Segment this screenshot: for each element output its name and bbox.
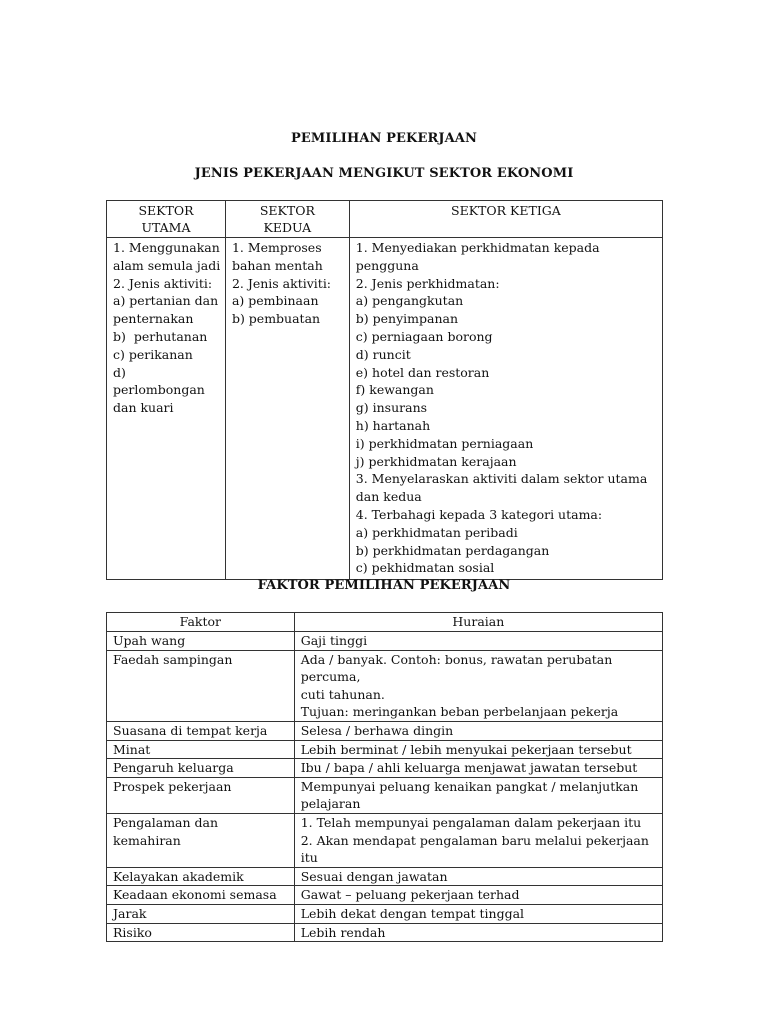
sector-table-header-row: [107, 201, 663, 238]
factor-name-cell: Faedah sampingan: [107, 650, 295, 721]
factor-description-line: Lebih rendah: [300, 924, 386, 940]
cell-sektor-ketiga: [349, 238, 662, 580]
factor-name-cell: Risiko: [107, 923, 295, 942]
sector-ketiga-line: dan kedua: [355, 489, 422, 505]
sector-ketiga-line: b) penyimpanan: [355, 311, 459, 327]
header-sektor-kedua: SEKTOR KEDUA: [225, 201, 349, 238]
section-title-factor: FAKTOR PEMILIHAN PEKERJAAN: [257, 578, 511, 593]
factor-row: [107, 721, 663, 740]
sector-ketiga-line: a) pengangkutan: [355, 293, 464, 309]
section-title-sector: JENIS PEKERJAAN MENGIKUT SEKTOR EKONOMI: [194, 166, 574, 181]
factor-name-cell: Prospek pekerjaan: [107, 777, 295, 813]
factor-name-cell: Keadaan ekonomi semasa: [107, 886, 295, 905]
sector-kedua-line: 2. Jenis aktiviti:: [231, 275, 332, 291]
page-title: PEMILIHAN PEKERJAAN: [291, 131, 477, 146]
factor-row: [107, 886, 663, 905]
factor-description-cell: [294, 650, 662, 721]
sector-ketiga-line: h) hartanah: [355, 417, 431, 433]
factor-name-cell: Minat: [107, 740, 295, 759]
factor-row: [107, 740, 663, 759]
sector-utama-line: a) pertanian dan: [113, 293, 219, 309]
sector-ketiga-line: j) perkhidmatan kerajaan: [355, 453, 517, 469]
factor-row: [107, 650, 663, 721]
factor-description-cell: [294, 721, 662, 740]
sector-utama-line: 2. Jenis aktiviti:: [113, 275, 213, 291]
factor-row: [107, 759, 663, 778]
sector-kedua-line: a) pembinaan: [231, 293, 319, 309]
header-huraian: Huraian: [294, 613, 662, 632]
sector-ketiga-line: i) perkhidmatan perniagaan: [355, 435, 534, 451]
header-sektor-utama: SEKTOR UTAMA: [107, 201, 226, 238]
sector-ketiga-line: b) perkhidmatan perdagangan: [355, 542, 550, 558]
factor-description-line: Gaji tinggi: [300, 633, 368, 648]
factor-description-cell: [294, 740, 662, 759]
factor-description-line: Tujuan: meringankan beban perbelanjaan pekerja: [300, 704, 619, 720]
factor-description-line: Lebih berminat / lebih menyukai pekerjaan tersebut: [300, 741, 632, 757]
factor-description-line: pelajaran: [300, 796, 361, 812]
sector-utama-line: alam semula jadi: [113, 257, 221, 273]
factor-name-cell: Pengalaman dan kemahiran: [107, 813, 295, 867]
factor-table-header-row: [107, 613, 663, 632]
factor-name-cell: Jarak: [107, 904, 295, 923]
factor-description-line: Mempunyai peluang kenaikan pangkat / melanjutkan: [300, 778, 639, 794]
sector-utama-line: b) perhutanan: [113, 328, 208, 344]
sector-ketiga-line: g) insurans: [355, 400, 428, 416]
sector-ketiga-line: 3. Menyelaraskan aktiviti dalam sektor utama: [355, 471, 648, 487]
sector-ketiga-line: c) pekhidmatan sosial: [355, 560, 495, 576]
factor-table: [106, 612, 663, 942]
factor-description-cell: [294, 813, 662, 867]
header-sektor-ketiga: SEKTOR KETIGA: [349, 201, 662, 238]
factor-name-cell: Upah wang: [107, 632, 295, 651]
header-faktor: Faktor: [107, 613, 295, 632]
sector-ketiga-line: 1. Menyediakan perkhidmatan kepada pengguna: [355, 240, 604, 273]
sector-table: [106, 200, 663, 580]
factor-name-cell: Suasana di tempat kerja: [107, 721, 295, 740]
sector-utama-line: c) perikanan: [113, 346, 193, 362]
factor-description-line: 2. Akan mendapat pengalaman baru melalui pekerjaan itu: [300, 832, 653, 866]
factor-description-line: 1. Telah mempunyai pengalaman dalam pekerjaan itu: [300, 814, 642, 830]
factor-description-line: Sesuai dengan jawatan: [300, 868, 448, 884]
sector-ketiga-line: e) hotel dan restoran: [355, 364, 490, 380]
factor-description-line: cuti tahunan.: [300, 686, 385, 702]
factor-row: [107, 904, 663, 923]
factor-description-cell: [294, 904, 662, 923]
sector-ketiga-line: d) runcit: [355, 346, 411, 362]
sector-ketiga-line: f) kewangan: [355, 382, 434, 398]
sector-kedua-line: 1. Memproses: [231, 240, 322, 255]
factor-name-cell: Pengaruh keluarga: [107, 759, 295, 778]
factor-description-line: Lebih dekat dengan tempat tinggal: [300, 905, 525, 921]
factor-description-cell: [294, 886, 662, 905]
factor-name-cell: Kelayakan akademik: [107, 867, 295, 886]
factor-description-cell: [294, 777, 662, 813]
sector-utama-line: penternakan: [113, 311, 194, 327]
factor-description-cell: [294, 632, 662, 651]
factor-description-cell: [294, 759, 662, 778]
factor-description-line: Selesa / berhawa dingin: [300, 722, 454, 738]
sector-ketiga-line: a) perkhidmatan peribadi: [355, 524, 518, 540]
factor-row: [107, 632, 663, 651]
sector-utama-line: 1. Menggunakan: [113, 240, 220, 255]
factor-row: [107, 813, 663, 867]
factor-row: [107, 923, 663, 942]
sector-table-body-row: [107, 238, 663, 580]
sector-ketiga-line: 2. Jenis perkhidmatan:: [355, 275, 500, 291]
sector-kedua-line: bahan mentah: [231, 257, 323, 273]
cell-sektor-kedua: [225, 238, 349, 580]
cell-sektor-utama: [107, 238, 226, 580]
sector-utama-line: dan kuari: [113, 400, 174, 416]
factor-description-line: Gawat – peluang pekerjaan terhad: [300, 887, 520, 903]
factor-description-line: Ada / banyak. Contoh: bonus, rawatan perubatan percuma,: [300, 651, 617, 685]
sector-utama-line: d) perlombongan: [113, 364, 205, 398]
sector-kedua-line: b) pembuatan: [231, 311, 321, 327]
factor-description-cell: [294, 867, 662, 886]
factor-row: [107, 867, 663, 886]
factor-description-cell: [294, 923, 662, 942]
factor-row: [107, 777, 663, 813]
factor-description-line: Ibu / bapa / ahli keluarga menjawat jawatan tersebut: [300, 760, 638, 776]
sector-ketiga-line: c) perniagaan borong: [355, 328, 493, 344]
sector-ketiga-line: 4. Terbahagi kepada 3 kategori utama:: [355, 506, 603, 522]
